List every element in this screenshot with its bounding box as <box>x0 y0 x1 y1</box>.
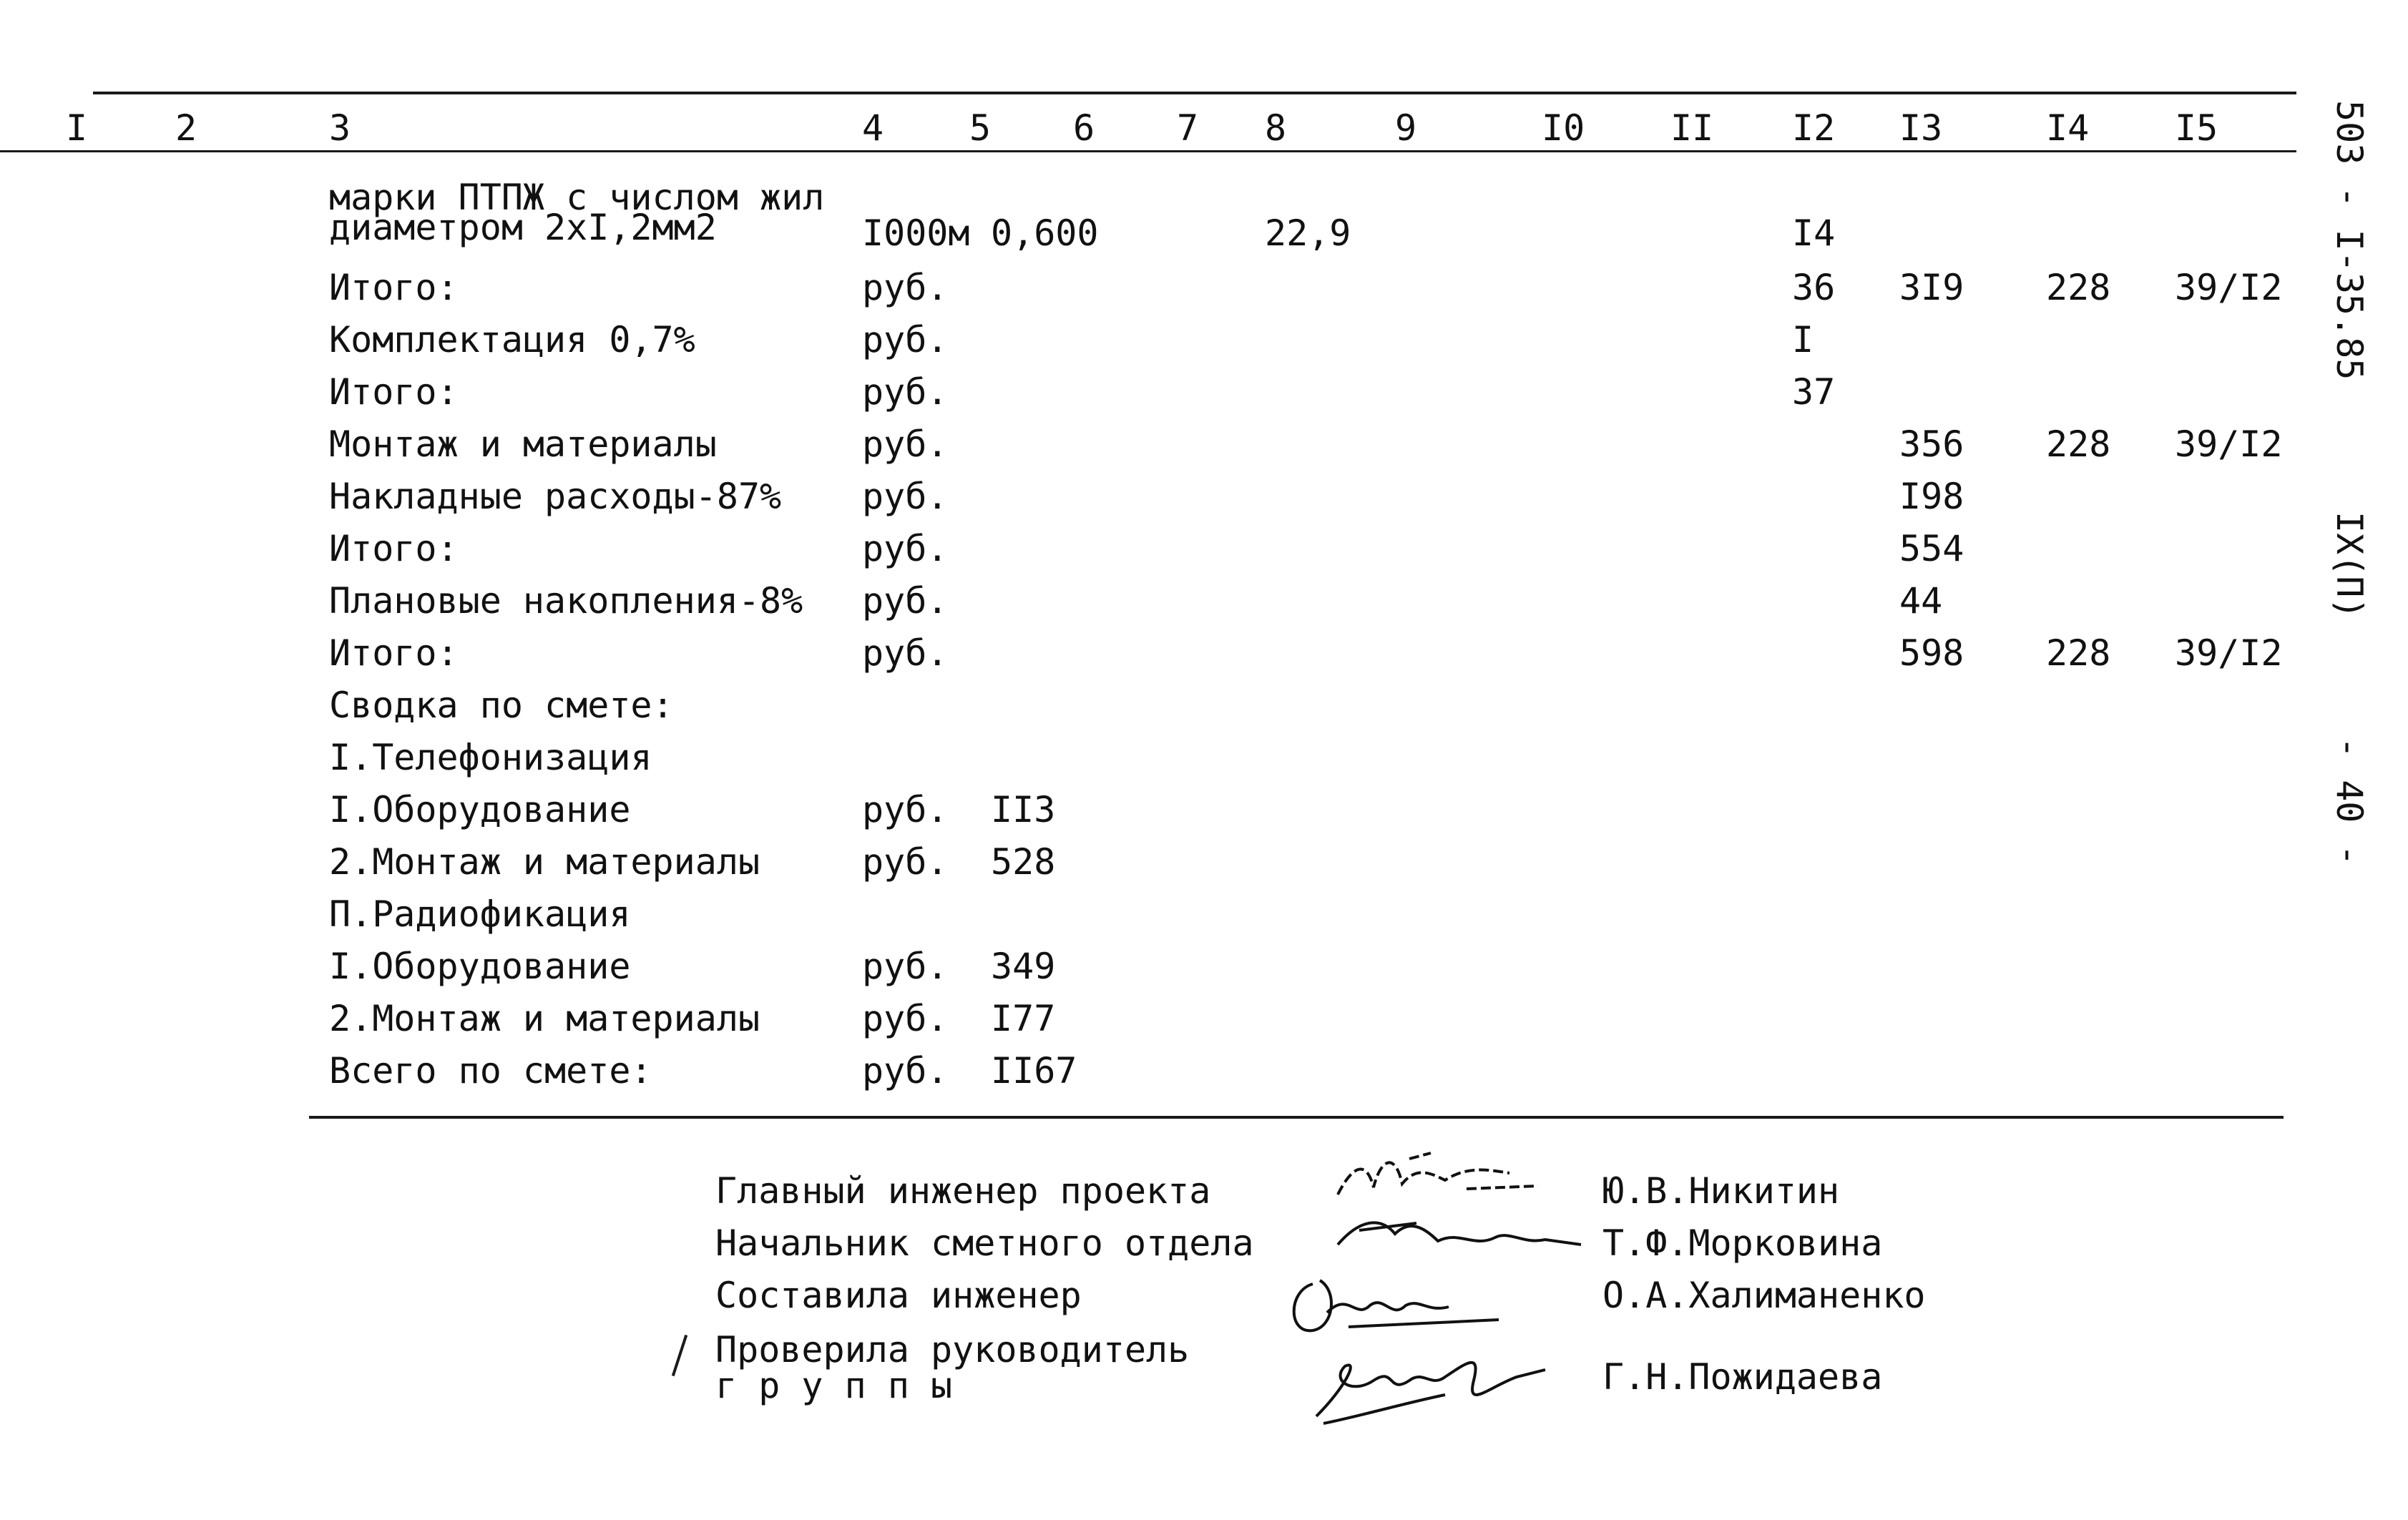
signature-khalimanenko <box>1284 1262 1513 1348</box>
item-name: I.Телефонизация <box>329 737 652 778</box>
unit: руб. <box>862 319 949 361</box>
item-name: Накладные расходы-87% <box>329 476 782 517</box>
column-header: I4 <box>2046 107 2090 149</box>
signature-morkovina <box>1331 1205 1588 1262</box>
unit: руб. <box>862 267 949 308</box>
signature-pozhidaeva <box>1302 1338 1560 1438</box>
column-header: 5 <box>969 107 992 149</box>
bottom-rule <box>309 1116 2284 1119</box>
col-5-value: 0,600 <box>991 212 1099 254</box>
col-13-value: 598 <box>1899 632 1964 674</box>
unit: руб. <box>862 580 949 622</box>
item-name: Итого: <box>329 632 459 674</box>
table-row <box>0 789 2408 840</box>
item-name: Комплектация 0,7% <box>329 319 695 361</box>
unit: руб. <box>862 371 949 413</box>
table-row <box>0 267 2408 318</box>
col-13-value: 356 <box>1899 423 1964 465</box>
side-doc-code: 503 - I-35.85 <box>2329 100 2370 381</box>
signatory-name: Ю.В.Никитин <box>1602 1170 1840 1212</box>
column-header: II <box>1670 107 1714 149</box>
item-name: Всего по смете: <box>329 1050 652 1092</box>
col-13-value: 3I9 <box>1899 267 1964 308</box>
item-name: I.Оборудование <box>329 946 631 987</box>
col-15-value: 39/I2 <box>2175 632 2283 674</box>
col-5-value: II67 <box>991 1050 1077 1092</box>
col-5-value: I77 <box>991 998 1056 1039</box>
top-rule <box>93 92 2296 94</box>
item-name: Монтаж и материалы <box>329 423 717 465</box>
signature-nikitin <box>1323 1144 1552 1209</box>
table-row <box>0 423 2408 475</box>
col-14-value: 228 <box>2046 632 2111 674</box>
table-row <box>0 998 2408 1049</box>
column-header: 8 <box>1265 107 1287 149</box>
column-header: I <box>66 107 88 149</box>
table-row <box>0 841 2408 893</box>
table-row <box>0 319 2408 371</box>
col-5-value: 349 <box>991 946 1056 987</box>
item-name: Сводка по смете: <box>329 685 674 726</box>
col-15-value: 39/I2 <box>2175 423 2283 465</box>
unit: руб. <box>862 423 949 465</box>
table-row <box>0 528 2408 579</box>
column-header: I3 <box>1899 107 1943 149</box>
column-header: 4 <box>862 107 884 149</box>
col-12-value: I <box>1792 319 1814 361</box>
table-row <box>0 371 2408 423</box>
item-name: 2.Монтаж и материалы <box>329 841 760 883</box>
signatory-name: Г.Н.Пожидаева <box>1602 1356 1883 1398</box>
table-row <box>0 632 2408 684</box>
item-name: Итого: <box>329 528 459 569</box>
table-row <box>0 946 2408 997</box>
unit: руб. <box>862 789 949 830</box>
table-row <box>0 1050 2408 1102</box>
margin-tick <box>672 1335 687 1376</box>
column-header: I5 <box>2175 107 2218 149</box>
signatory-role: Начальник сметного отдела <box>715 1222 1254 1264</box>
col-12-value: 36 <box>1792 267 1836 308</box>
col-12-value: I4 <box>1792 212 1836 254</box>
header-rule <box>0 150 2296 152</box>
signatory-name: Т.Ф.Морковина <box>1602 1222 1883 1264</box>
item-name: Итого: <box>329 371 459 413</box>
column-header: I2 <box>1792 107 1836 149</box>
unit: руб. <box>862 1050 949 1092</box>
col-12-value: 37 <box>1792 371 1836 413</box>
column-header: 6 <box>1073 107 1095 149</box>
item-name: 2.Монтаж и материалы <box>329 998 760 1039</box>
column-header: 9 <box>1395 107 1417 149</box>
table-row <box>0 580 2408 632</box>
item-name: Плановые накопления-8% <box>329 580 803 622</box>
item-name: марки ПТПЖ с числом жил диаметром 2хI,2мм2 <box>329 177 825 248</box>
col-14-value: 228 <box>2046 423 2111 465</box>
col-13-value: 44 <box>1899 580 1943 622</box>
signatory-name: О.А.Халиманенко <box>1602 1275 1926 1316</box>
unit: руб. <box>862 841 949 883</box>
table-row <box>0 685 2408 736</box>
item-name: I.Оборудование <box>329 789 631 830</box>
side-section: IX(П) <box>2329 511 2370 619</box>
col-8-value: 22,9 <box>1265 212 1351 254</box>
unit: руб. <box>862 946 949 987</box>
unit: I000м <box>862 212 970 254</box>
table-row <box>0 476 2408 527</box>
column-header: 3 <box>329 107 351 149</box>
unit: руб. <box>862 528 949 569</box>
unit: руб. <box>862 632 949 674</box>
table-row <box>0 893 2408 945</box>
col-5-value: 528 <box>991 841 1056 883</box>
column-header: I0 <box>1542 107 1585 149</box>
column-header: 7 <box>1177 107 1199 149</box>
col-13-value: 554 <box>1899 528 1964 569</box>
signatory-role: Главный инженер проекта <box>715 1170 1211 1212</box>
item-name: П.Радиофикация <box>329 893 631 935</box>
col-13-value: I98 <box>1899 476 1964 517</box>
unit: руб. <box>862 476 949 517</box>
table-row <box>0 177 2408 254</box>
unit: руб. <box>862 998 949 1039</box>
column-header: 2 <box>175 107 197 149</box>
table-row <box>0 737 2408 788</box>
signatory-role: Проверила руководитель г р у п п ы <box>715 1329 1190 1406</box>
col-15-value: 39/I2 <box>2175 267 2283 308</box>
col-5-value: II3 <box>991 789 1056 830</box>
item-name: Итого: <box>329 267 459 308</box>
side-page: - 40 - <box>2329 737 2370 866</box>
col-14-value: 228 <box>2046 267 2111 308</box>
signatory-role: Составила инженер <box>715 1275 1082 1316</box>
